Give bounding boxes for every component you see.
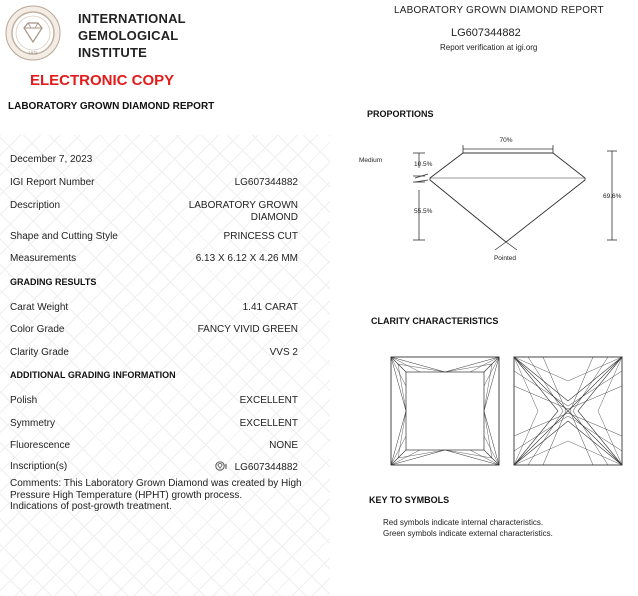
logo-year: 1975 bbox=[28, 50, 38, 55]
igi-inscription-icon bbox=[215, 461, 232, 471]
igi-logo-icon bbox=[4, 4, 62, 62]
description-label: Description bbox=[10, 200, 61, 211]
institute-line-1: INTERNATIONAL bbox=[78, 11, 186, 26]
key-to-symbols-heading: KEY TO SYMBOLS bbox=[369, 495, 450, 505]
inscription-value: LG607344882 bbox=[234, 462, 298, 473]
clarity-value: VVS 2 bbox=[269, 347, 298, 358]
institute-name bbox=[78, 10, 186, 61]
grading-results-heading: GRADING RESULTS bbox=[10, 277, 97, 287]
proportions-heading: PROPORTIONS bbox=[367, 109, 434, 119]
shape-value: PRINCESS CUT bbox=[223, 231, 298, 242]
report-number-value: LG607344882 bbox=[234, 177, 298, 188]
culet-label: Pointed bbox=[493, 255, 517, 262]
carat-label: Carat Weight bbox=[10, 302, 69, 313]
depth-percent: 69.6% bbox=[603, 193, 622, 200]
key-green-symbols: Green symbols indicate external characteristics. bbox=[383, 529, 553, 538]
key-red-symbols: Red symbols indicate internal characteristics. bbox=[383, 518, 544, 527]
fluorescence-value: NONE bbox=[269, 440, 298, 451]
measurements-value: 6.13 X 6.12 X 4.26 MM bbox=[195, 253, 298, 264]
measurements-label: Measurements bbox=[10, 253, 77, 264]
report-title-left: LABORATORY GROWN DIAMOND REPORT bbox=[8, 101, 215, 112]
girdle-label: Medium bbox=[359, 157, 383, 164]
report-date: December 7, 2023 bbox=[10, 154, 93, 165]
pavilion-percent: 55.5% bbox=[414, 208, 433, 215]
clarity-plot-crown bbox=[390, 356, 500, 466]
institute-line-2: GEMOLOGICAL bbox=[78, 28, 179, 43]
symmetry-value: EXCELLENT bbox=[239, 418, 298, 429]
inscription-value-wrap bbox=[215, 461, 298, 473]
table-percent: 70% bbox=[499, 137, 513, 144]
clarity-characteristics-heading: CLARITY CHARACTERISTICS bbox=[371, 316, 499, 326]
fluorescence-label: Fluorescence bbox=[10, 440, 71, 451]
additional-info-heading: ADDITIONAL GRADING INFORMATION bbox=[10, 370, 176, 380]
report-title-right: LABORATORY GROWN DIAMOND REPORT bbox=[394, 5, 604, 16]
color-value: FANCY VIVID GREEN bbox=[197, 324, 298, 335]
diamond-profile bbox=[430, 153, 585, 242]
report-number-header: LG607344882 bbox=[451, 27, 521, 39]
color-label: Color Grade bbox=[10, 324, 65, 335]
verification-text: Report verification at igi.org bbox=[440, 43, 538, 52]
clarity-plot-pavilion bbox=[513, 356, 623, 466]
report-number-label: IGI Report Number bbox=[10, 177, 95, 188]
polish-value: EXCELLENT bbox=[239, 395, 298, 406]
shape-label: Shape and Cutting Style bbox=[10, 231, 118, 242]
crown-percent: 10.5% bbox=[414, 161, 433, 168]
electronic-copy-label: ELECTRONIC COPY bbox=[30, 72, 175, 89]
svg-text:I: I bbox=[224, 464, 227, 471]
description-value: LABORATORY GROWN DIAMOND bbox=[188, 200, 298, 223]
symmetry-label: Symmetry bbox=[10, 418, 55, 429]
clarity-label: Clarity Grade bbox=[10, 347, 69, 358]
comments-text: Comments: This Laboratory Grown Diamond was created by High Pressure High Temperature (HPHT) growth process. Indications of post-growth treatment. bbox=[10, 478, 302, 512]
carat-value: 1.41 CARAT bbox=[242, 302, 298, 313]
proportions-diagram bbox=[355, 132, 630, 267]
inscription-label: Inscription(s) bbox=[10, 461, 68, 472]
polish-label: Polish bbox=[10, 395, 38, 406]
institute-line-3: INSTITUTE bbox=[78, 45, 147, 60]
